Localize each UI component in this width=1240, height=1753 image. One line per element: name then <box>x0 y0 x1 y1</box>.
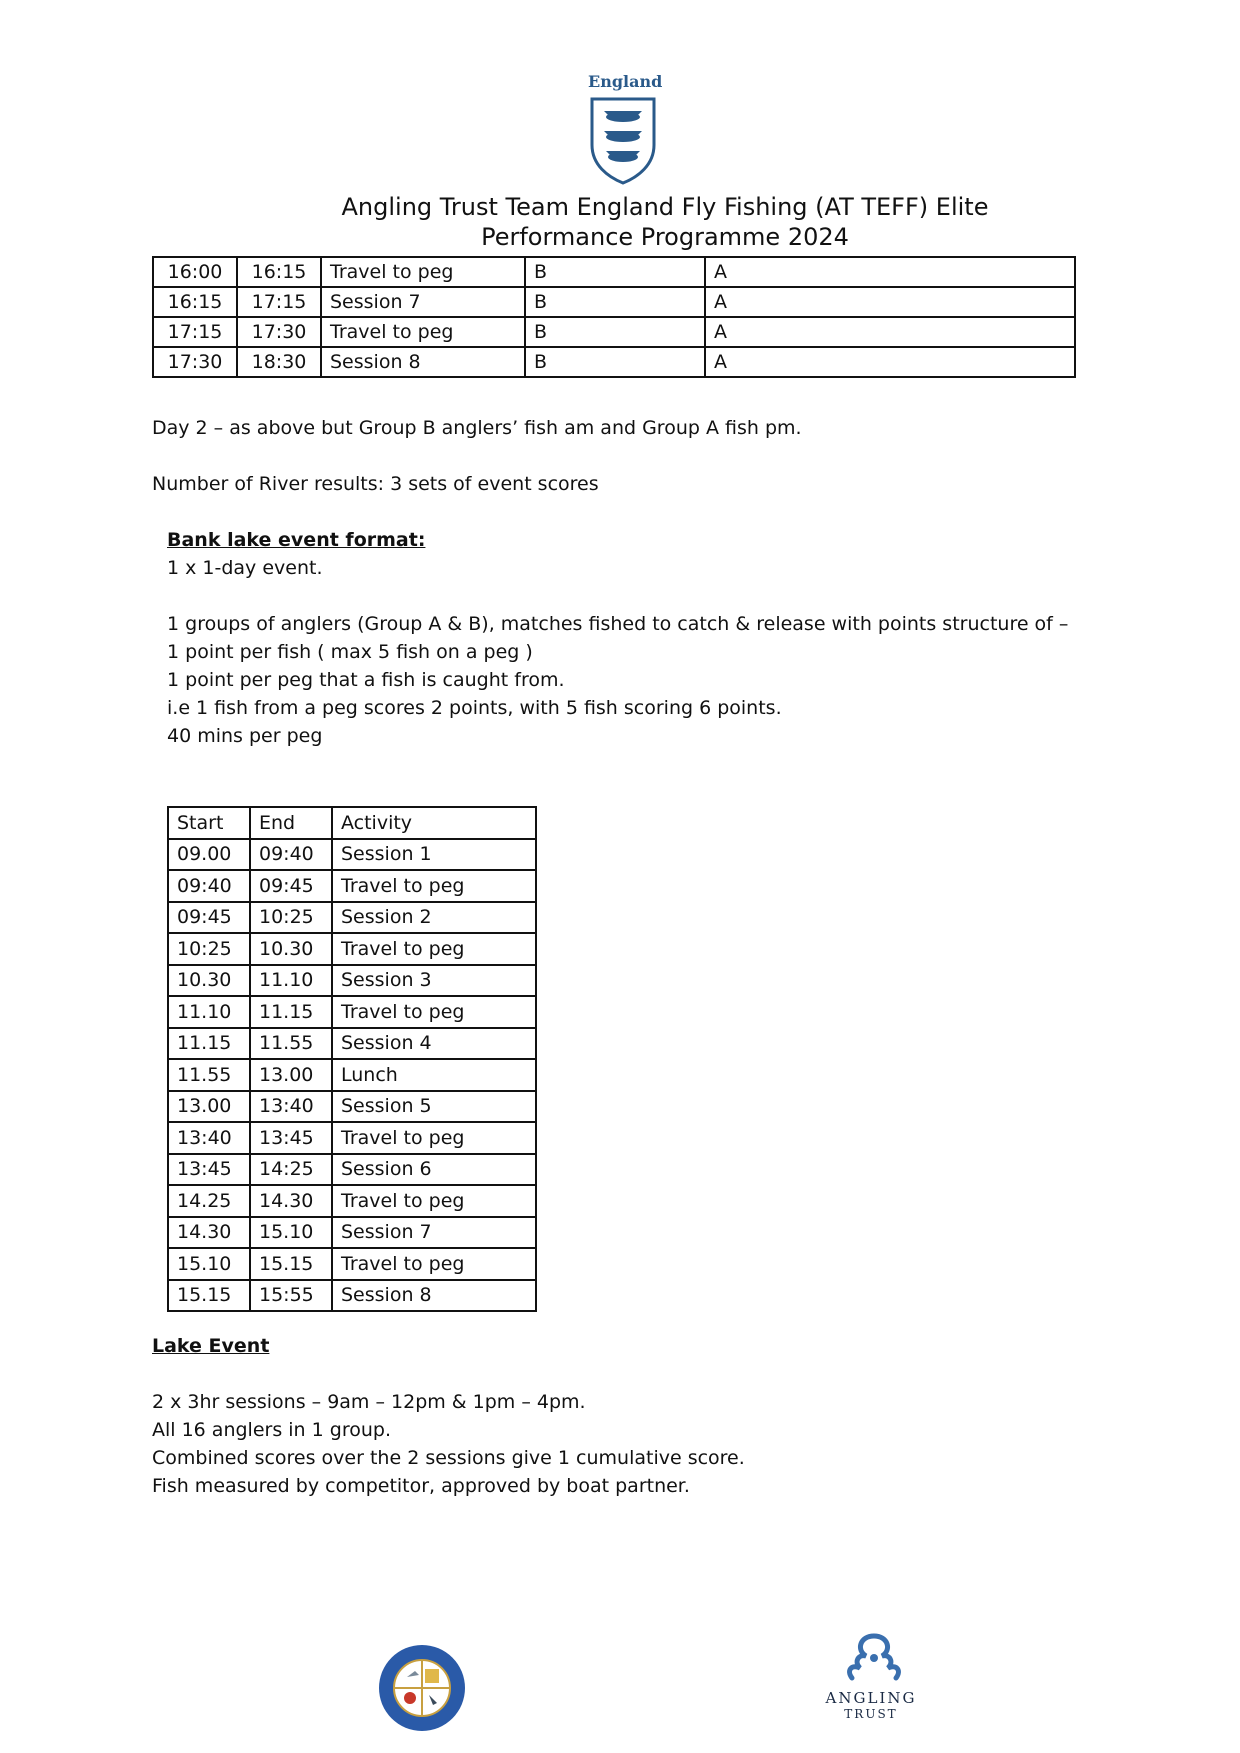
table-row <box>168 1028 536 1060</box>
table-row <box>168 1091 536 1123</box>
table-cell: 09:45 <box>168 902 250 934</box>
table-row <box>168 1185 536 1217</box>
table-cell: 14:25 <box>250 1154 332 1186</box>
table-cell: 17:30 <box>237 317 321 347</box>
table-row <box>168 1248 536 1280</box>
table-cell: 10.30 <box>168 965 250 997</box>
angling-trust-logo-icon <box>822 1630 926 1692</box>
lake-event-line: Fish measured by competitor, approved by boat partner. <box>152 1475 690 1497</box>
table-cell: 11.10 <box>168 996 250 1028</box>
title-line-1: Angling Trust Team England Fly Fishing (AT TEFF) Elite <box>341 193 989 221</box>
table-cell: 15.15 <box>250 1248 332 1280</box>
lake-event-line: 2 x 3hr sessions – 9am – 12pm & 1pm – 4pm. <box>152 1391 586 1413</box>
crest-label: England <box>588 72 663 91</box>
table-row <box>168 933 536 965</box>
table-cell: B <box>525 257 705 287</box>
table-cell: Session 3 <box>332 965 536 997</box>
table-row <box>168 839 536 871</box>
bank-lake-heading: Bank lake event format: <box>167 529 426 551</box>
table-cell: 10.30 <box>250 933 332 965</box>
day2-note: Day 2 – as above but Group B anglers’ fish am and Group A fish pm. <box>152 417 802 439</box>
table-cell: Travel to peg <box>332 1185 536 1217</box>
table-cell: 13.00 <box>168 1091 250 1123</box>
table-cell: 09:45 <box>250 870 332 902</box>
table-row <box>168 870 536 902</box>
table-cell: 10:25 <box>168 933 250 965</box>
table-cell: B <box>525 347 705 377</box>
table-cell: B <box>525 287 705 317</box>
table-cell: B <box>525 317 705 347</box>
table-header-cell: Activity <box>332 807 536 839</box>
table-cell: Session 7 <box>321 287 525 317</box>
bank-lake-rule: 1 point per peg that a fish is caught from. <box>167 669 565 691</box>
table-row <box>168 996 536 1028</box>
table-row <box>168 1217 536 1249</box>
table-cell: 10:25 <box>250 902 332 934</box>
table-cell: Travel to peg <box>332 1248 536 1280</box>
angling-trust-wordmark <box>820 1690 922 1722</box>
table-cell: 11.15 <box>168 1028 250 1060</box>
table-cell: 13:45 <box>168 1154 250 1186</box>
table-cell: Travel to peg <box>332 933 536 965</box>
table-cell: 15.10 <box>250 1217 332 1249</box>
bank-lake-rule: 1 point per fish ( max 5 fish on a peg ) <box>167 641 533 663</box>
table-row <box>153 317 1075 347</box>
table-row <box>153 257 1075 287</box>
table-cell: 14.30 <box>168 1217 250 1249</box>
table-row <box>153 287 1075 317</box>
table-row <box>168 1059 536 1091</box>
table-cell: 16:00 <box>153 257 237 287</box>
lake-event-line: Combined scores over the 2 sessions give 1 cumulative score. <box>152 1447 745 1469</box>
table-cell: Session 1 <box>332 839 536 871</box>
table-cell: Lunch <box>332 1059 536 1091</box>
table-cell: Session 6 <box>332 1154 536 1186</box>
table-cell: 17:15 <box>237 287 321 317</box>
angling-trust-line-1: ANGLING <box>825 1689 917 1707</box>
table-row <box>168 1154 536 1186</box>
table-cell: 16:15 <box>237 257 321 287</box>
table-cell: 11.55 <box>168 1059 250 1091</box>
table-cell: 14.30 <box>250 1185 332 1217</box>
title-line-2: Performance Programme 2024 <box>481 223 849 251</box>
table-cell: 15.15 <box>168 1280 250 1312</box>
table-header-cell: End <box>250 807 332 839</box>
table-cell: Travel to peg <box>321 317 525 347</box>
angling-trust-line-2: TRUST <box>844 1707 898 1721</box>
river-schedule-table <box>152 256 1076 378</box>
bank-lake-rule: 40 mins per peg <box>167 725 323 747</box>
table-cell: 13:40 <box>250 1091 332 1123</box>
table-row <box>168 1122 536 1154</box>
table-cell: 09.00 <box>168 839 250 871</box>
table-cell: 17:15 <box>153 317 237 347</box>
table-cell: Session 8 <box>321 347 525 377</box>
table-cell: A <box>705 287 1075 317</box>
river-results-note: Number of River results: 3 sets of event scores <box>152 473 599 495</box>
table-cell: 13:45 <box>250 1122 332 1154</box>
table-cell: Session 2 <box>332 902 536 934</box>
table-cell: 11.55 <box>250 1028 332 1060</box>
table-cell: 13.00 <box>250 1059 332 1091</box>
england-crest-icon <box>588 95 658 185</box>
table-cell: Session 5 <box>332 1091 536 1123</box>
table-cell: Travel to peg <box>332 1122 536 1154</box>
table-cell: Session 8 <box>332 1280 536 1312</box>
table-cell: Session 7 <box>332 1217 536 1249</box>
table-cell: 09:40 <box>168 870 250 902</box>
table-cell: A <box>705 317 1075 347</box>
bank-lake-schedule-table <box>167 806 537 1312</box>
document-title <box>250 192 1080 252</box>
table-row <box>168 1280 536 1312</box>
table-cell: 15.10 <box>168 1248 250 1280</box>
table-cell: 16:15 <box>153 287 237 317</box>
table-row <box>168 965 536 997</box>
lake-event-heading: Lake Event <box>152 1335 270 1357</box>
table-cell: 17:30 <box>153 347 237 377</box>
bank-lake-event: 1 x 1-day event. <box>167 557 323 579</box>
table-cell: A <box>705 347 1075 377</box>
table-row <box>153 347 1075 377</box>
table-cell: 11.10 <box>250 965 332 997</box>
table-cell: 14.25 <box>168 1185 250 1217</box>
bank-lake-rule: i.e 1 fish from a peg scores 2 points, with 5 fish scoring 6 points. <box>167 697 782 719</box>
table-cell: Travel to peg <box>332 870 536 902</box>
table-cell: 13:40 <box>168 1122 250 1154</box>
table-cell: A <box>705 257 1075 287</box>
table-cell: 18:30 <box>237 347 321 377</box>
table-cell: Travel to peg <box>332 996 536 1028</box>
bank-lake-groups: 1 groups of anglers (Group A & B), matches fished to catch & release with points structure of – <box>167 613 1069 635</box>
team-england-fly-fishing-logo-icon <box>377 1643 467 1733</box>
table-cell: Travel to peg <box>321 257 525 287</box>
table-cell: 11.15 <box>250 996 332 1028</box>
lake-event-line: All 16 anglers in 1 group. <box>152 1419 391 1441</box>
table-row <box>168 902 536 934</box>
table-cell: 09:40 <box>250 839 332 871</box>
table-cell: Session 4 <box>332 1028 536 1060</box>
table-header-cell: Start <box>168 807 250 839</box>
table-header-row <box>168 807 536 839</box>
table-cell: 15:55 <box>250 1280 332 1312</box>
